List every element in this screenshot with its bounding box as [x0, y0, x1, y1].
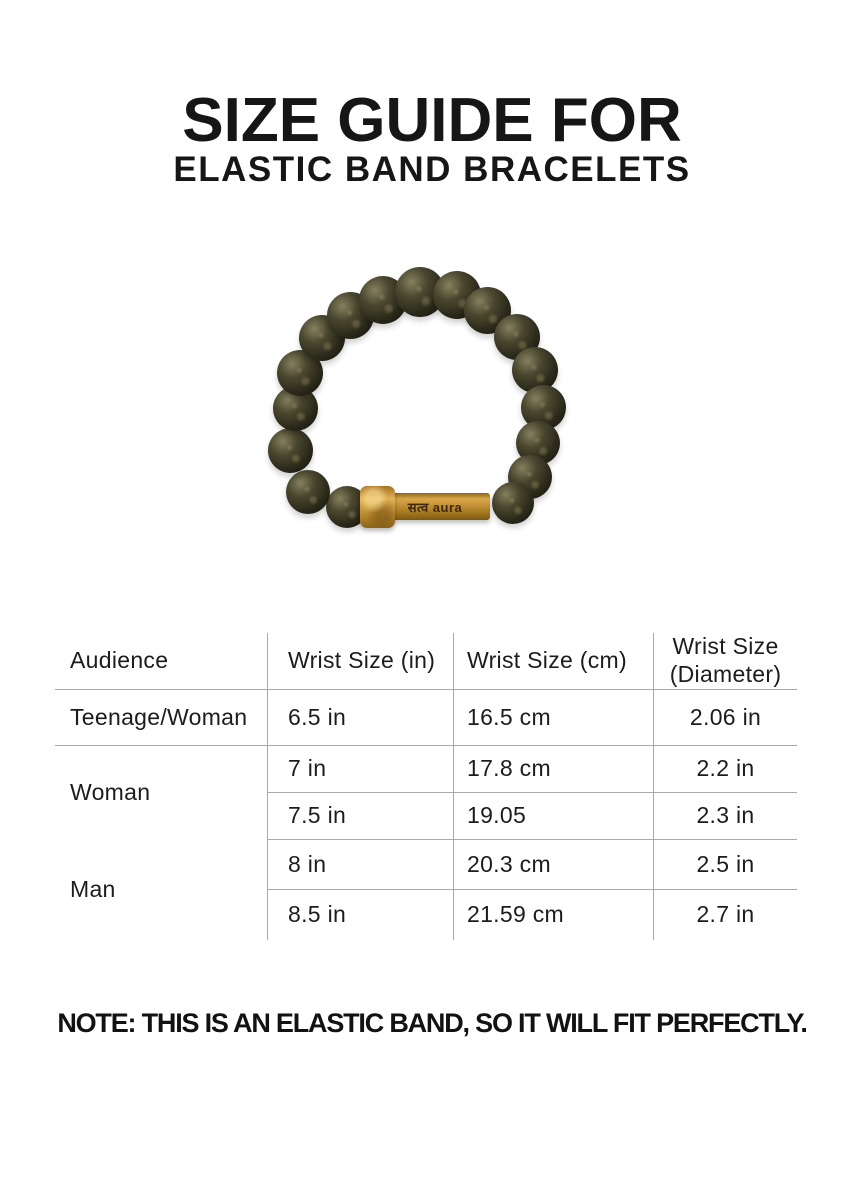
table-cell-wrist-in: 8 in	[268, 840, 454, 890]
table-cell-wrist-in: 7 in	[268, 746, 454, 793]
table-cell-wrist-cm: 20.3 cm	[454, 840, 654, 890]
bracelet-clasp-tube	[380, 493, 490, 520]
table-cell-audience: Woman	[55, 746, 268, 840]
bracelet-clasp-barrel	[360, 486, 395, 528]
table-cell-wrist-diameter: 2.06 in	[654, 690, 797, 746]
bracelet-engraving-text: सत्व aura	[407, 499, 463, 515]
bracelet-bead	[286, 470, 330, 514]
page-subtitle: ELASTIC BAND BRACELETS	[173, 150, 691, 189]
table-cell-wrist-cm: 19.05	[454, 793, 654, 840]
table-cell-wrist-in: 6.5 in	[268, 690, 454, 746]
table-cell-wrist-diameter: 2.2 in	[654, 746, 797, 793]
table-header-wrist-in: Wrist Size (in)	[268, 633, 454, 690]
bracelet-photo	[230, 250, 575, 550]
table-cell-audience: Teenage/Woman	[55, 690, 268, 746]
table-header-wrist-diameter: Wrist Size (Diameter)	[654, 633, 797, 690]
table-cell-wrist-cm: 21.59 cm	[454, 890, 654, 940]
table-cell-wrist-in: 8.5 in	[268, 890, 454, 940]
table-cell-audience: Man	[55, 840, 268, 940]
table-cell-wrist-diameter: 2.5 in	[654, 840, 797, 890]
fit-note: NOTE: THIS IS AN ELASTIC BAND, SO IT WILL FIT PERFECTLY.	[57, 1008, 807, 1038]
table-cell-wrist-cm: 16.5 cm	[454, 690, 654, 746]
bracelet-bead	[268, 428, 313, 473]
size-table	[55, 633, 797, 940]
bracelet-bead	[492, 482, 534, 524]
table-cell-wrist-cm: 17.8 cm	[454, 746, 654, 793]
table-cell-wrist-in: 7.5 in	[268, 793, 454, 840]
page-title: SIZE GUIDE FOR	[182, 86, 682, 155]
table-header-wrist-cm: Wrist Size (cm)	[454, 633, 654, 690]
table-cell-wrist-diameter: 2.7 in	[696, 901, 755, 928]
table-header-audience: Audience	[55, 633, 268, 690]
table-cell-wrist-diameter: 2.3 in	[654, 793, 797, 840]
